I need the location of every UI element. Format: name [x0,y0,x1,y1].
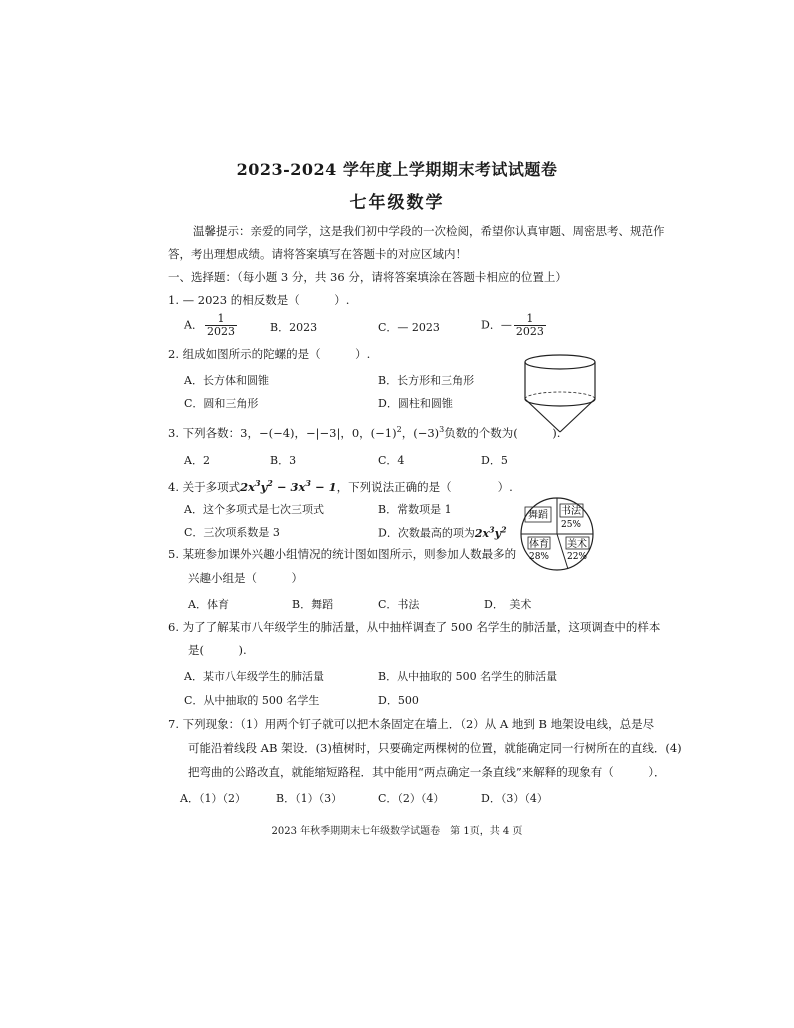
q7-option-c: C．（2）（4） [378,792,445,805]
q5-option-d: D． 美术 [484,598,532,611]
q6-stem-line-1: 6. 为了了解某市八年级学生的肺活量，从中抽样调查了 500 名学生的肺活量，这项调查中的样本 [168,620,661,634]
q4-option-a: A．这个多项式是七次三项式 [184,503,324,516]
q7-option-a: A．（1）（2） [180,792,246,805]
pie-label-dance: 舞蹈 [528,510,548,521]
q4-stem: 4. 关于多项式$2x^3y^2 - 3x^3 - 1$，下列说法正确的是（ ）. [168,478,513,494]
pie-label-sports: 体育 [529,539,549,550]
q5-option-a: A．体育 [188,598,229,611]
q6-stem-line-2: 是( ). [188,643,247,657]
q2-option-b: B．长方形和三角形 [378,374,475,387]
q3-option-b: B．3 [270,454,297,467]
q7-option-d: D．（3）（4） [481,792,548,805]
q7-option-b: B．（1）（3） [276,792,343,805]
q2-option-d: D．圆柱和圆锥 [378,397,453,410]
q1-d-fraction: $\frac{1}{2023}$ [515,312,544,338]
interest-group-pie-chart [516,496,598,572]
q6-option-d: D．500 [378,694,419,707]
notice-line-2: 答，考出理想成绩。请将答案填写在答题卡的对应区域内！ [168,247,467,261]
spinning-top-figure [520,352,600,434]
q3-option-a: A．2 [184,454,210,467]
q3-option-d: D．5 [481,454,508,467]
q5-stem-line-2: 兴趣小组是（ ） [188,571,303,585]
page-footer: 2023 年秋季期期末七年级数学试题卷 第 1页，共 4 页 [271,826,523,837]
q3-stem: 3. 下列各数：3，−(−4)，−|−3|，0，$(-1)^2$，$(-3)^3$负数的个数为( ). [168,425,561,440]
pie-label-calligraphy: 书法 [561,506,581,517]
pie-pct-sports: 28% [528,552,550,562]
q6-option-c: C．从中抽取的 500 名学生 [184,694,320,707]
exam-title: 2023-2024 学年度上学期期末考试试题卷 [236,160,558,179]
q4-option-b: B．常数项是 1 [378,503,452,516]
section-heading: 一、选择题：（每小题 3 分，共 36 分，请将答案填涂在答题卡相应的位置上） [168,270,567,284]
notice-line-1: 温馨提示：亲爱的同学，这是我们初中学段的一次检阅，希望你认真审题、周密思考、规范作 [193,224,665,238]
q5-option-c: C．书法 [378,598,420,611]
q4-option-c: C．三次项系数是 3 [184,526,280,539]
q1-option-d: D．— $\frac{1}{2023}$ [481,312,544,338]
q1-option-b: B．2023 [270,321,318,334]
q6-option-a: A．某市八年级学生的肺活量 [184,670,324,683]
exam-subtitle: 七年级数学 [349,193,445,213]
q2-stem: 2. 组成如图所示的陀螺的是（ ）. [168,347,371,361]
pie-pct-calligraphy: 25% [560,520,582,530]
q7-stem-line-1: 7. 下列现象：（1）用两个钉子就可以把木条固定在墙上．（2）从 A 地到 B 地架设电线，总是尽 [168,717,655,731]
q7-stem-line-2: 可能沿着线段 AB 架设．(3)植树时，只要确定两棵树的位置，就能确定同一行树所在的直线．(4) [188,741,682,755]
pie-pct-art: 22% [566,552,588,562]
pie-label-art: 美术 [567,539,587,550]
q2-option-c: C．圆和三角形 [184,397,259,410]
q3-option-c: C．4 [378,454,405,467]
q2-option-a: A．长方体和圆锥 [184,374,269,387]
q6-option-b: B．从中抽取的 500 名学生的肺活量 [378,670,558,683]
q1-stem: 1. — 2023 的相反数是（ ）. [168,293,350,307]
q5-stem-line-1: 5. 某班参加课外兴趣小组情况的统计图如图所示，则参加人数最多的 [168,547,517,561]
q4-option-d: D．次数最高的项为$2x^3y^2$ [378,524,507,540]
q1-option-c: C．— 2023 [378,321,440,334]
q1-option-a: A． $\frac{1}{2023}$ [184,312,235,338]
q5-option-b: B．舞蹈 [292,598,334,611]
q1-a-fraction: $\frac{1}{2023}$ [206,312,235,338]
q7-stem-line-3: 把弯曲的公路改直，就能缩短路程．其中能用“两点确定一条直线”来解释的现象有（ ）． [188,765,666,779]
